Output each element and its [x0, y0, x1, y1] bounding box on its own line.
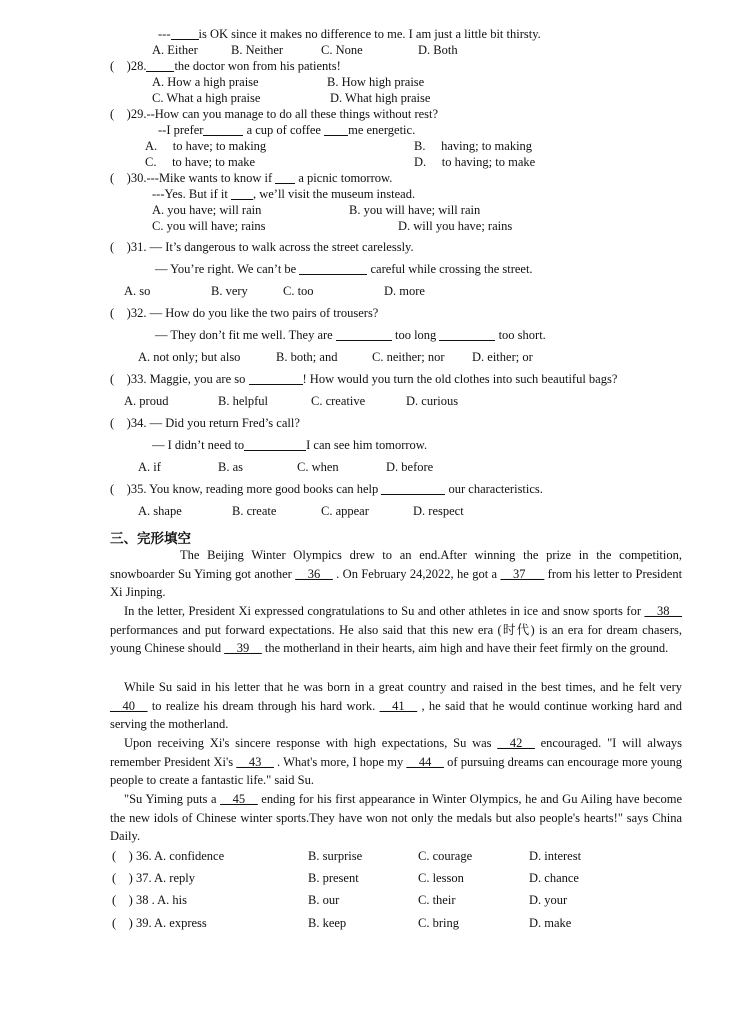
q28-stem: ( )28. the doctor won from his patients! [110, 59, 341, 73]
q31-option-c: C. too [283, 284, 314, 298]
cloze-37-option-c: C. lesson [418, 871, 464, 885]
q30-reply: ---Yes. But if it , we’ll visit the museum instead. [152, 187, 416, 201]
q34-option-a: A. if [138, 460, 161, 474]
cloze-39-option-b: B. keep [308, 916, 347, 930]
q32-reply: — They don’t fit me well. They are too long too short. [155, 328, 546, 342]
passage-paragraph-1: The Beijing Winter Olympics drew to an end.After winning the prize in the competition, snowboarder Su Yiming got another __36__ . On February 24,2022, he got a __37___ from his letter to President Xi Jinping. [110, 548, 683, 600]
q33-option-b: B. helpful [218, 394, 268, 408]
cloze-38-option-c: C. their [418, 893, 456, 907]
q30-option-b: B. you will have; will rain [349, 203, 481, 217]
cloze-37-option-b: B. present [308, 871, 359, 885]
q27-option-d: D. Both [418, 43, 458, 57]
q34-option-d: D. before [386, 460, 434, 474]
q27-option-a: A. Either [152, 43, 198, 57]
passage-paragraph-3: While Su said in his letter that he was born in a great country and raised in the best times, and he felt very __40__ to realize his dream through his hard work. __41__ , he said that he would continue working hard and serving the motherland. [110, 680, 683, 732]
q28-option-b: B. How high praise [327, 75, 425, 89]
blank-37: __37___ [500, 566, 545, 581]
q35-option-c: C. appear [321, 504, 369, 518]
q31-option-a: A. so [124, 284, 151, 298]
passage-paragraph-4: Upon receiving Xi's sincere response with high expectations, Su was __42__ encouraged. "I will always remember President Xi's __43__ . What's more, I hope my __44__ of pursuing dreams can encourage more young people to create a fantastic life." said Su. [110, 736, 683, 788]
q29-option-b: B. having; to making [414, 139, 533, 153]
blank-45: __45__ [220, 792, 258, 806]
q28-option-d: D. What high praise [330, 91, 431, 105]
blank-40: __40__ [110, 698, 148, 713]
q34-option-c: C. when [297, 460, 339, 474]
q32-option-d: D. either; or [472, 350, 533, 364]
blank-39: __39__ [224, 641, 262, 656]
cloze-36-option-b: B. surprise [308, 849, 363, 863]
q29-reply: --I prefer a cup of coffee me energetic. [158, 123, 416, 137]
passage-paragraph-2: In the letter, President Xi expressed congratulations to Su and other athletes in ice and snow sports for __38__ performances and put forward expectations. He also said that this new era (时代) is an era for dream chasers, young Chinese should __39__ the motherland in their hearts, aim high and have their feet firmly on the ground. [110, 604, 682, 656]
q28-option-a: A. How a high praise [152, 75, 259, 89]
q35-option-a: A. shape [138, 504, 182, 518]
section-title: 三、完形填空 [110, 531, 191, 547]
cloze-39-option-a: ( ) 39. A. express [112, 916, 207, 930]
blank-44: __44__ [406, 754, 444, 769]
blank-36: __36__ [295, 566, 333, 581]
q30-stem: ( )30.---Mike wants to know if a picnic tomorrow. [110, 171, 393, 185]
q27-stem: --- is OK since it makes no difference to me. I am just a little bit thirsty. [158, 27, 541, 41]
q33-option-c: C. creative [311, 394, 366, 408]
q32-option-c: C. neither; nor [372, 350, 445, 364]
cloze-38-option-a: ( ) 38 . A. his [112, 893, 187, 907]
q30-option-d: D. will you have; rains [398, 219, 513, 233]
q33-stem: ( )33. Maggie, you are so ! How would you turn the old clothes into such beautiful bags? [110, 372, 618, 386]
q31-stem: ( )31. — It’s dangerous to walk across the street carelessly. [110, 240, 414, 254]
blank-38: __38__ [644, 604, 682, 618]
q33-option-a: A. proud [124, 394, 169, 408]
q28-option-c: C. What a high praise [152, 91, 261, 105]
blank-42: __42__ [497, 736, 535, 750]
q34-reply: — I didn’t need to I can see him tomorrow. [152, 438, 428, 452]
q35-option-b: B. create [232, 504, 277, 518]
blank-43: __43__ [236, 754, 274, 769]
q31-reply: — You’re right. We can’t be careful while crossing the street. [155, 262, 533, 276]
q27-option-b: B. Neither [231, 43, 284, 57]
passage-paragraph-5: "Su Yiming puts a __45__ ending for his first appearance in Winter Olympics, he and Gu Ailing have become the new idols of Chinese winter sports.They have won not only the medals but also people's hearts!" says China Daily. [110, 792, 682, 844]
q35-option-d: D. respect [413, 504, 464, 518]
q29-option-a: A. to have; to making [145, 139, 267, 153]
q32-stem: ( )32. — How do you like the two pairs of trousers? [110, 306, 379, 320]
q33-option-d: D. curious [406, 394, 459, 408]
q31-option-d: D. more [384, 284, 425, 298]
q32-option-b: B. both; and [276, 350, 338, 364]
cloze-38-option-b: B. our [308, 893, 340, 907]
cloze-36-option-c: C. courage [418, 849, 473, 863]
blank-41: __41__ [379, 698, 418, 713]
cloze-37-option-d: D. chance [529, 871, 579, 885]
cloze-36-option-a: ( ) 36. A. confidence [112, 849, 225, 863]
q27-option-c: C. None [321, 43, 363, 57]
q30-option-c: C. you will have; rains [152, 219, 266, 233]
q31-option-b: B. very [211, 284, 248, 298]
cloze-39-option-d: D. make [529, 916, 572, 930]
q35-stem: ( )35. You know, reading more good books can help our characteristics. [110, 482, 543, 496]
cloze-37-option-a: ( ) 37. A. reply [112, 871, 195, 885]
q34-stem: ( )34. — Did you return Fred’s call? [110, 416, 300, 430]
q32-option-a: A. not only; but also [138, 350, 241, 364]
cloze-36-option-d: D. interest [529, 849, 582, 863]
cloze-39-option-c: C. bring [418, 916, 459, 930]
q34-option-b: B. as [218, 460, 243, 474]
q30-option-a: A. you have; will rain [152, 203, 262, 217]
q29-stem: ( )29.--How can you manage to do all these things without rest? [110, 107, 439, 121]
q29-option-d: D. to having; to make [414, 155, 536, 169]
q29-option-c: C. to have; to make [145, 155, 256, 169]
cloze-38-option-d: D. your [529, 893, 568, 907]
